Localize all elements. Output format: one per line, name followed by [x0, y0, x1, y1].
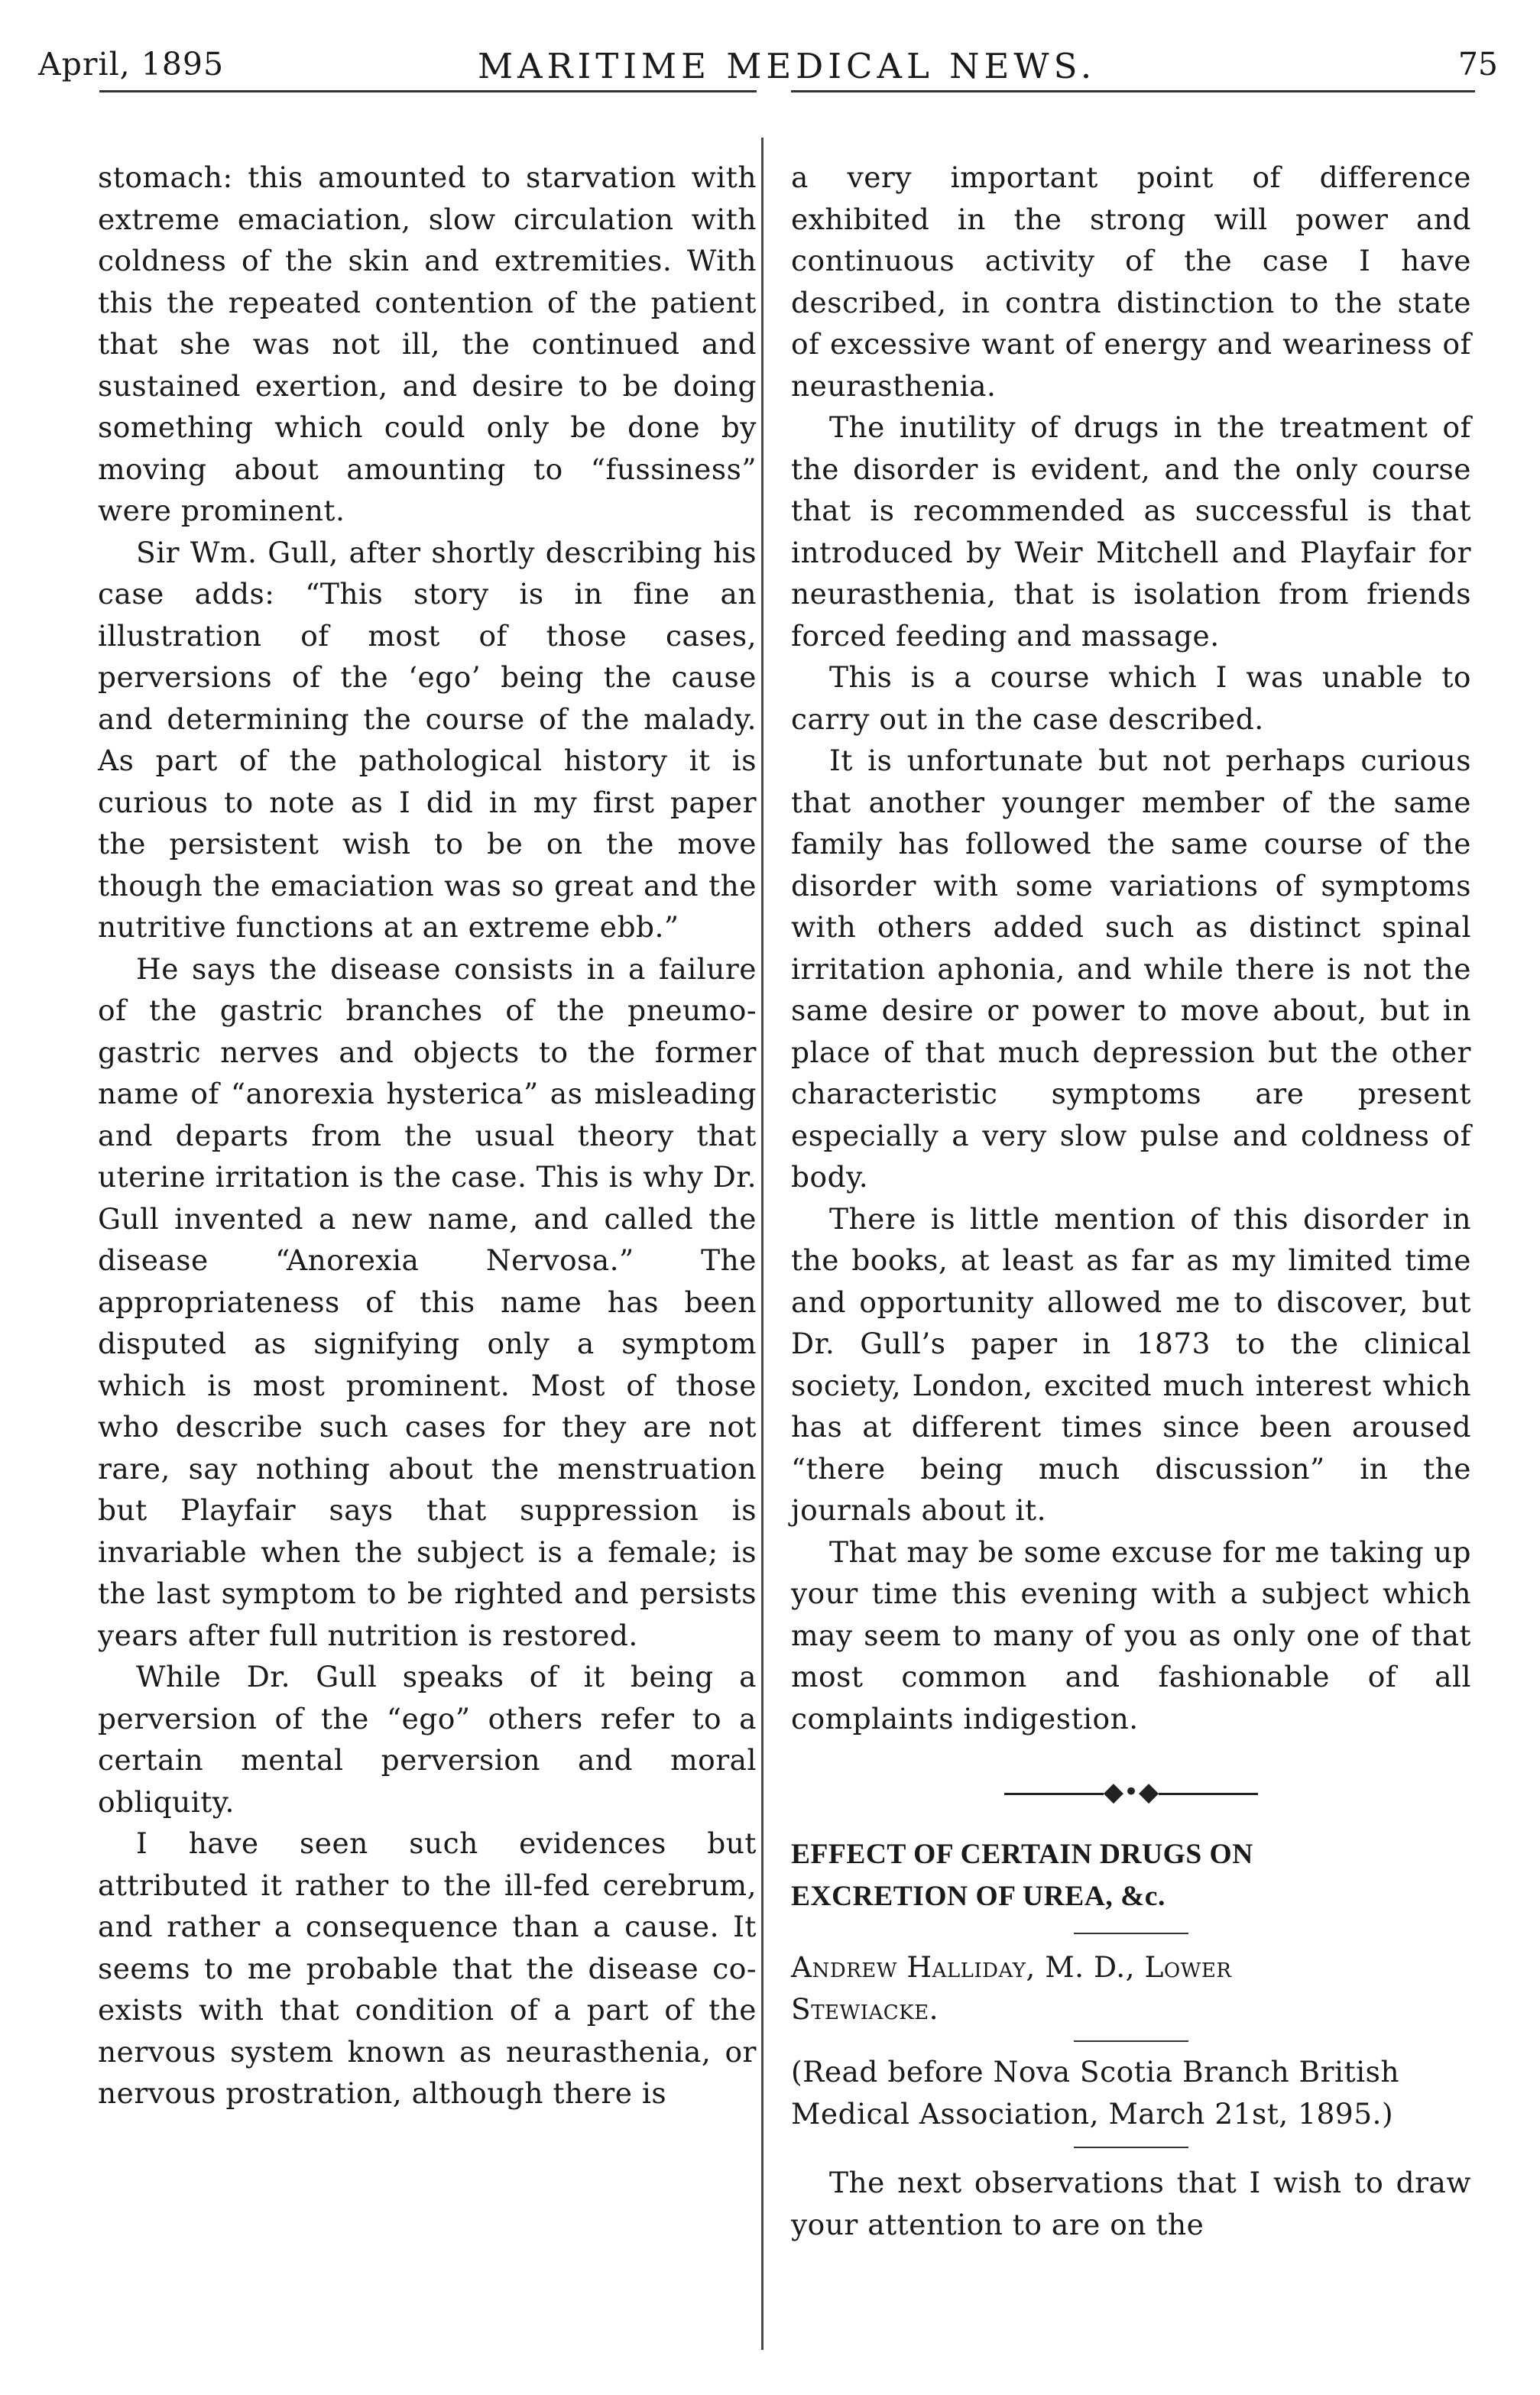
- section-ornament: ◆•◆: [791, 1773, 1471, 1811]
- paragraph: The inutility of drugs in the treatment of the disorder is evident, and the only course that is recommended as successful is that introduced by Weir Mitchell and Playfair for neurasthenia, that is isolation from friends forced feeding and massage.: [791, 410, 1471, 653]
- header-rule-left: [99, 90, 757, 92]
- article-title: EFFECT OF CERTAIN DRUGS ON: [791, 1839, 1253, 1870]
- column-divider: [761, 138, 764, 2350]
- paragraph: He says the disease consists in a failure of the gastric branches of the pneumo-gastric nerves and objects to the former name of “anorexia hysterica” as misleading and departs from the usual theory that uterine irritation is the case. This is why Dr. Gull invented a new name, and called the disease “Anorexia Nervosa.” The appropriateness of this name has been disputed as signifying only a symptom which is most prominent. Most of those who describe such cases for they are not rare, say nothing about the menstruation but Playfair says that suppression is invariable when the subject is a female; is the last symptom to be righted and persists years after full nutrition is restored.: [98, 951, 757, 1652]
- read-note: (Read before Nova Scotia Branch British: [791, 2055, 1399, 2089]
- page-header: [38, 46, 1498, 107]
- paragraph: Sir Wm. Gull, after shortly describing his case adds: “This story is in fine an illustration of most of those cases, perversions of the ‘ego’ being the cause and determining the course of the malady. As part of the pathological history it is curious to note as I did in my first paper the persistent wish to be on the move though the emaciation was so great and the nutritive functions at an extreme ebb.”: [98, 535, 757, 944]
- left-column: [98, 157, 757, 2115]
- page-number: 75: [1457, 46, 1498, 83]
- paragraph: I have seen such evidences but attributed it rather to the ill-fed cerebrum, and rather a consequence than a cause. It seems to me probable that the disease co-exists with that condition of a part of the nervous system known as neurasthenia, or nervous prostration, although there is: [98, 1826, 757, 2110]
- paragraph: stomach: this amounted to starvation with extreme emaciation, slow circulation with coldness of the skin and extremities. With this the repeated contention of the patient that she was not ill, the continued and sustained exertion, and desire to be doing something which could only be done by moving about amounting to “fussiness” were prominent.: [98, 160, 757, 527]
- article-title: EXCRETION OF UREA, &c.: [791, 1880, 1166, 1912]
- journal-title: MARITIME MEDICAL NEWS.: [478, 46, 1097, 86]
- note-rule: [1074, 2147, 1188, 2148]
- author-byline: Stewiacke.: [791, 1992, 939, 2026]
- byline-rule: [1074, 2040, 1188, 2042]
- paragraph: It is unfortunate but not perhaps curious that another younger member of the same family has followed the same course of the disorder with some variations of symptoms with others added such as distinct spinal irritation aphonia, and while there is not the same desire or power to move about, but in place of that much depression but the other characteristic symptoms are present especially a very slow pulse and coldness of body.: [791, 744, 1471, 1194]
- paragraph: There is little mention of this disorder in the books, at least as far as my limited time and opportunity allowed me to discover, but Dr. Gull’s paper in 1873 to the clinical society, London, excited much interest which has at different times since been aroused “there being much discussion” in the journals about it.: [791, 1201, 1471, 1527]
- paragraph: The next observations that I wish to draw your attention to are on the: [791, 2166, 1471, 2241]
- paragraph: While Dr. Gull speaks of it being a perversion of the “ego” others refer to a certain mental perversion and moral obliquity.: [98, 1660, 757, 1819]
- paragraph: This is a course which I was unable to carry out in the case described.: [791, 660, 1471, 736]
- right-column: [791, 157, 1471, 2245]
- read-note: Medical Association, March 21st, 1895.): [791, 2096, 1394, 2131]
- author-byline: Andrew Halliday, M. D., Lower: [791, 1950, 1232, 1984]
- issue-date: April, 1895: [38, 46, 225, 83]
- header-rule-right: [791, 90, 1475, 92]
- paragraph: That may be some excuse for me taking up your time this evening with a subject which may seem to many of you as only one of that most common and fashionable of all complaints indigestion.: [791, 1535, 1471, 1735]
- paragraph: a very important point of difference exhibited in the strong will power and continuous activity of the case I have described, in contra distinction to the state of excessive want of energy and weariness of neurasthenia.: [791, 160, 1471, 403]
- title-rule: [1074, 1933, 1188, 1934]
